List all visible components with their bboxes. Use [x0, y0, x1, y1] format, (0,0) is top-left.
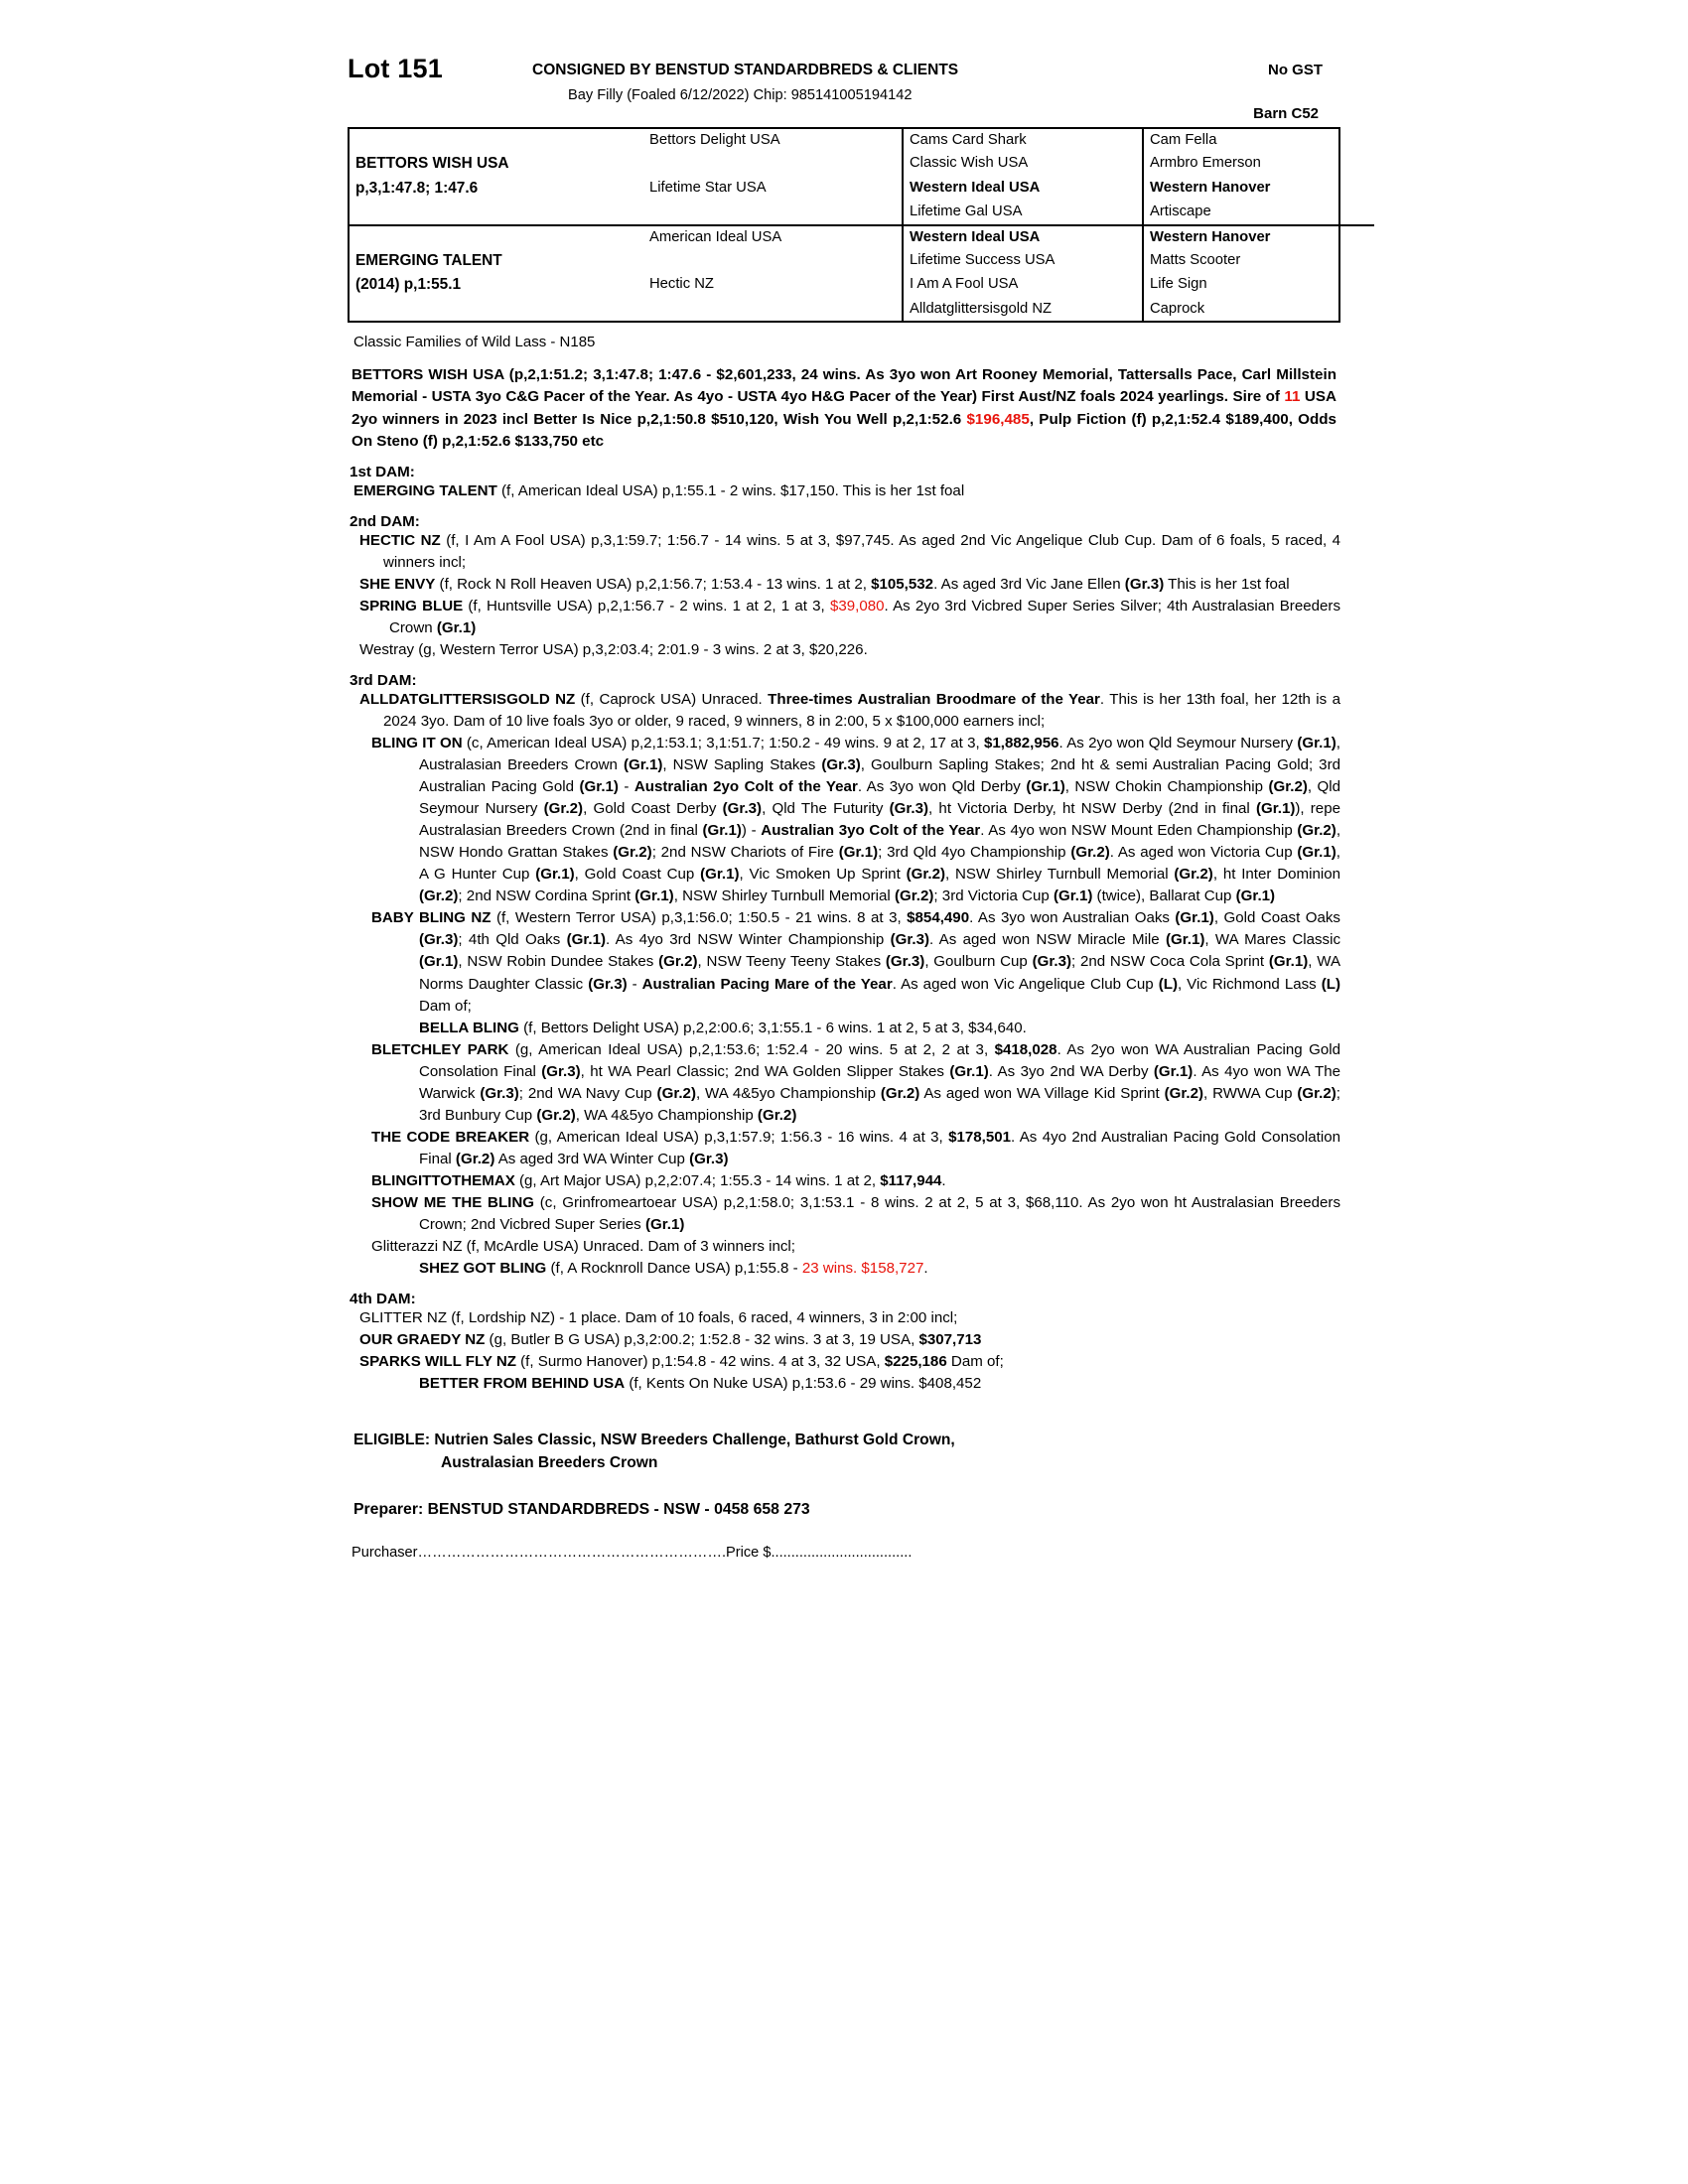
entry-text: (Gr.1): [419, 953, 459, 971]
consignor-line: CONSIGNED BY BENSTUD STANDARDBREDS & CLIENTS: [532, 62, 959, 78]
entry-text: ; 3rd Qld 4yo Championship: [878, 844, 1071, 862]
entry-text: As aged 3rd WA Winter Cup: [494, 1150, 690, 1167]
entry-text: (Gr.2): [906, 866, 946, 884]
entry-text: (Gr.1): [1268, 953, 1309, 971]
entry-text: (Gr.2): [543, 800, 584, 818]
entry-text: Dam of;: [419, 997, 472, 1015]
entry-text: SHEZ GOT BLING: [419, 1259, 547, 1277]
entry-text: (Gr.2): [455, 1150, 495, 1167]
catalogue-sheet: [348, 40, 1340, 1561]
lot-number: Lot 151: [348, 54, 443, 83]
pedigree-entry: [353, 480, 1340, 502]
pedigree-entry: [353, 689, 1340, 733]
sire-name: BETTORS WISH USA: [355, 155, 509, 173]
entry-text: Dam of;: [946, 1353, 1004, 1370]
entry-text: BLINGITTOTHEMAX: [371, 1171, 515, 1189]
entry-text: , NSW Sapling Stakes: [662, 756, 822, 774]
entry-text: , Vic Richmond Lass: [1177, 975, 1322, 993]
entry-text: This is her 1st foal: [1164, 575, 1290, 593]
entry-text: (twice), Ballarat Cup: [1092, 887, 1236, 905]
entry-text: ; 3rd Victoria Cup: [933, 887, 1054, 905]
sire-record: p,3,1:47.8; 1:47.6: [355, 179, 479, 197]
pedigree-gen3: I Am A Fool USA: [903, 273, 1143, 297]
entry-text: (Gr.2): [1268, 778, 1308, 796]
entry-text: , ht Victoria Derby, ht NSW Derby (2nd in final: [928, 800, 1256, 818]
pedigree-row: [350, 273, 1374, 297]
pedigree-row: [350, 225, 1374, 249]
dam-name: EMERGING TALENT: [355, 252, 502, 270]
pedigree-entry: [353, 1018, 1340, 1039]
pedigree-cell-blank: [350, 201, 643, 224]
entry-text: (Gr.2): [894, 887, 934, 905]
entry-text: (f, Bettors Delight USA) p,2,2:00.6; 3,1:55.1 - 6 wins. 1 at 2, 5 at 3, $34,640.: [518, 1019, 1027, 1036]
entry-text: (Gr.1): [566, 931, 606, 949]
entry-text: . As 2yo 3rd Vicbred Super Series Silver; 4th Australasian Breeders Crown: [389, 598, 1340, 637]
pedigree-entry: [353, 596, 1340, 639]
pedigree-cell-blank: [350, 129, 643, 152]
entry-text: $39,080: [829, 598, 885, 614]
pedigree-gen2: [643, 152, 903, 176]
entry-text: , ht Inter Dominion: [1212, 866, 1340, 884]
entry-text: .: [941, 1171, 946, 1189]
entry-text: (Gr.3): [419, 931, 459, 949]
pedigree-entry: [353, 907, 1340, 1017]
entry-text: . As 3yo won Australian Oaks: [969, 909, 1176, 927]
entry-text: (Gr.1): [1297, 844, 1336, 862]
entry-text: (Gr.2): [658, 953, 698, 971]
pedigree-entry: [353, 530, 1340, 574]
pedigree-entry: [353, 639, 1340, 661]
entry-text: (f, I Am A Fool USA) p,3,1:59.7; 1:56.7 - 14 wins. 5 at 3, $97,745. As aged 2nd Vic Angelique Club Cup. Dam of 6 foals, 5 raced, 4 winners incl;: [383, 531, 1341, 571]
pedigree-gen4: Caprock: [1143, 298, 1374, 321]
purchaser-line: Purchaser……………………………………………………….Price $...................................: [352, 1544, 913, 1561]
entry-text: (L): [1158, 975, 1178, 993]
entry-text: (Gr.2): [1297, 1084, 1336, 1102]
entry-text: (Gr.1): [949, 1062, 989, 1080]
entry-text: (f, Western Terror USA) p,3,1:56.0; 1:50.5 - 21 wins. 8 at 3,: [491, 909, 908, 927]
sire-blurb-red2: $196,485: [966, 410, 1030, 428]
page-header: [348, 40, 1340, 123]
entry-text: , WA Mares Classic: [1204, 931, 1340, 949]
pedigree-entry: [353, 1351, 1340, 1373]
entry-text: BLETCHLEY PARK: [371, 1040, 509, 1058]
entry-text: , NSW Teeny Teeny Stakes: [697, 953, 886, 971]
entry-text: $225,186: [884, 1353, 947, 1370]
entry-text: (f, Caprock USA) Unraced.: [575, 691, 769, 709]
entry-text: (Gr.2): [1297, 822, 1336, 840]
entry-text: (Gr.3): [722, 800, 763, 818]
entry-text: , WA Norms Daughter Classic: [419, 953, 1341, 993]
pedigree-row: [350, 177, 1374, 201]
eligible-line1: ELIGIBLE: Nutrien Sales Classic, NSW Breeders Challenge, Bathurst Gold Crown,: [353, 1432, 955, 1449]
entry-text: . As 2yo won WA Australian Pacing Gold Consolation Final: [419, 1040, 1340, 1080]
entry-text: $307,713: [918, 1330, 982, 1348]
entry-text: (Gr.1): [700, 866, 740, 884]
entry-text: Glitterazzi NZ (f, McArdle USA) Unraced. Dam of 3 winners incl;: [371, 1237, 795, 1255]
entry-text: (Gr.1): [1255, 800, 1296, 818]
entry-text: Westray (g, Western Terror USA) p,3,2:03.4; 2:01.9 - 3 wins. 2 at 3, $20,226.: [359, 641, 868, 659]
entry-text: , NSW Shirley Turnbull Memorial: [673, 887, 895, 905]
entry-text: (L): [1321, 975, 1340, 993]
preparer-line: Preparer: BENSTUD STANDARDBREDS - NSW - 0458 658 273: [353, 1500, 810, 1518]
entry-text: , Qld The Futurity: [762, 800, 890, 818]
entry-text: . As 2yo won Qld Seymour Nursery: [1058, 735, 1298, 752]
entry-text: $117,944: [880, 1171, 942, 1189]
sire-blurb-part1: BETTORS WISH USA (p,2,1:51.2; 3,1:47.8; 1:47.6 - $2,601,233, 24 wins. As 3yo won Art Rooney Memorial, Tattersalls Pace, Carl Millstein Memorial - USTA 3yo C&G Pacer of the Year. As 4yo - USTA 4yo H&G Pacer of the Year) First Aust/NZ foals 2024 yearlings. Sire of: [352, 366, 1336, 406]
entry-text: ; 2nd WA Navy Cup: [518, 1084, 657, 1102]
entry-text: . As aged won NSW Miracle Mile: [929, 931, 1166, 949]
pedigree-gen4: Cam Fella: [1143, 129, 1374, 152]
pedigree-entry: [353, 1329, 1340, 1351]
pedigree-entry: [353, 1258, 1340, 1280]
entry-text: (Gr.1): [579, 778, 619, 796]
entry-text: OUR GRAEDY NZ: [359, 1330, 486, 1348]
entry-text: . As 4yo 2nd Australian Pacing Gold Consolation Final: [419, 1128, 1340, 1167]
entry-text: , NSW Robin Dundee Stakes: [458, 953, 659, 971]
entry-text: , WA 4&5yo Championship: [575, 1106, 758, 1124]
pedigree-cell-blank: [350, 298, 643, 321]
entry-text: $418,028: [994, 1040, 1057, 1058]
entry-text: , Goulburn Cup: [924, 953, 1033, 971]
entry-text: , Gold Coast Cup: [574, 866, 701, 884]
pedigree-gen2: [643, 201, 903, 224]
pedigree-gen2: Hectic NZ: [649, 276, 714, 293]
entry-text: (Gr.2): [1070, 844, 1110, 862]
entry-text: (f, Surmo Hanover) p,1:54.8 - 42 wins. 4 at 3, 32 USA,: [515, 1353, 885, 1370]
entry-text: EMERGING TALENT: [353, 481, 497, 499]
sire-blurb-part2: USA 2yo winners in 2023 incl Better Is Nice p,2,1:50.8 $510,120, Wish You Well p,2,1:52.6: [352, 388, 1336, 428]
entry-text: (Gr.2): [419, 887, 459, 905]
pedigree-gen3: Western Ideal USA: [903, 225, 1143, 249]
entry-text: . As aged won Vic Angelique Club Cup: [892, 975, 1159, 993]
pedigree-gen2: [643, 249, 903, 273]
entry-text: (f, Rock N Roll Heaven USA) p,2,1:56.7; 1:53.4 - 13 wins. 1 at 2,: [435, 575, 872, 593]
entry-text: (g, American Ideal USA) p,2,1:53.6; 1:52.4 - 20 wins. 5 at 2, 2 at 3,: [508, 1040, 995, 1058]
entry-text: ; 2nd NSW Cordina Sprint: [458, 887, 635, 905]
pedigree-gen4: Armbro Emerson: [1143, 152, 1374, 176]
dam-record: (2014) p,1:55.1: [355, 276, 462, 294]
entry-text: , Australasian Breeders Crown: [419, 735, 1340, 774]
entry-text: (Gr.3): [821, 756, 861, 774]
entry-text: GLITTER NZ (f, Lordship NZ) - 1 place. Dam of 10 foals, 6 raced, 4 winners, 3 in 2:00 incl;: [359, 1308, 958, 1326]
entry-text: BELLA BLING: [419, 1019, 519, 1036]
entry-text: (Gr.3): [480, 1084, 519, 1102]
pedigree-entry: [353, 1373, 1340, 1395]
pedigree-row: [350, 249, 1374, 273]
entry-text: $854,490: [907, 909, 970, 927]
pedigree-row: [350, 152, 1374, 176]
entry-text: Three-times Australian Broodmare of the Year: [768, 691, 1100, 709]
entry-text: SHOW ME THE BLING: [371, 1193, 535, 1211]
pedigree-entry: [353, 1192, 1340, 1236]
entry-text: (Gr.1): [838, 844, 879, 862]
entry-text: ; 4th Qld Oaks: [458, 931, 567, 949]
entry-text: BLING IT ON: [371, 735, 463, 752]
entry-text: , ht WA Pearl Classic; 2nd WA Golden Slipper Stakes: [580, 1062, 950, 1080]
entry-text: (Gr.3): [1124, 575, 1165, 593]
entry-text: (Gr.1): [1153, 1062, 1194, 1080]
entry-text: SHE ENVY: [359, 575, 436, 593]
entry-text: (Gr.2): [1174, 866, 1213, 884]
pedigree-gen3: Lifetime Gal USA: [903, 201, 1143, 224]
pedigree-gen3: Lifetime Success USA: [903, 249, 1143, 273]
eligible-block: [353, 1429, 1340, 1475]
entry-text: . As 4yo 3rd NSW Winter Championship: [605, 931, 891, 949]
barn-number: Barn C52: [1253, 105, 1319, 122]
entry-text: (Gr.1): [1026, 778, 1065, 796]
entry-text: -: [627, 975, 642, 993]
entry-text: (Gr.3): [541, 1062, 581, 1080]
horse-description: Bay Filly (Foaled 6/12/2022) Chip: 985141005194142: [568, 87, 913, 103]
entry-text: (f, Huntsville USA) p,2,1:56.7 - 2 wins. 1 at 2, 1 at 3,: [463, 598, 830, 614]
pedigree-gen3: Cams Card Shark: [903, 129, 1143, 152]
entry-text: , WA 4&5yo Championship: [695, 1084, 881, 1102]
entry-text: . This is her 13th foal, her 12th is a 2024 3yo. Dam of 10 live foals 3yo or older, 9 raced, 9 winners, 8 in 2:00, 5 x $100,000 earners incl;: [383, 691, 1340, 731]
entry-text: Australian 2yo Colt of the Year: [633, 778, 858, 796]
pedigree-table: [348, 127, 1340, 323]
entry-text: (Gr.1): [535, 866, 575, 884]
entry-text: (f, Kents On Nuke USA) p,1:53.6 - 29 wins. $408,452: [625, 1375, 982, 1393]
entry-text: (Gr.3): [890, 931, 930, 949]
entry-text: (Gr.3): [885, 953, 925, 971]
pedigree-gen3: Classic Wish USA: [903, 152, 1143, 176]
eligible-line2: Australasian Breeders Crown: [441, 1454, 658, 1472]
pedigree-gen4: Western Hanover: [1143, 177, 1374, 201]
entry-text: (Gr.2): [656, 1084, 696, 1102]
classic-families: Classic Families of Wild Lass - N185: [353, 334, 596, 351]
entry-text: . As aged 3rd Vic Jane Ellen: [933, 575, 1125, 593]
pedigree-cell-blank: [350, 225, 643, 249]
entry-text: (c, American Ideal USA) p,2,1:53.1; 3,1:51.7; 1:50.2 - 49 wins. 9 at 2, 17 at 3,: [462, 735, 984, 752]
pedigree-row: [350, 298, 1374, 321]
pedigree-gen4: Life Sign: [1143, 273, 1374, 297]
entry-text: SPRING BLUE: [359, 598, 464, 614]
entry-text: (Gr.2): [536, 1106, 576, 1124]
entry-text: (Gr.1): [436, 619, 477, 637]
entry-text: ; 3rd Bunbury Cup: [419, 1084, 1340, 1124]
pedigree-row: [350, 201, 1374, 224]
sire-blurb: [352, 364, 1336, 453]
entry-text: THE CODE BREAKER: [371, 1128, 530, 1146]
entry-text: ; 2nd NSW Coca Cola Sprint: [1071, 953, 1269, 971]
pedigree-entry: [353, 1236, 1340, 1258]
entry-text: , NSW Shirley Turnbull Memorial: [945, 866, 1175, 884]
sire-blurb-red1: 11: [1284, 388, 1301, 406]
dam-heading: 3rd DAM:: [350, 672, 417, 690]
pedigree-row: [350, 129, 1374, 152]
entry-text: (Gr.3): [1032, 953, 1071, 971]
pedigree-gen3: Alldatglittersisgold NZ: [903, 298, 1143, 321]
gst-status: No GST: [1268, 62, 1323, 78]
entry-text: . As 4yo won WA The Warwick: [419, 1062, 1340, 1102]
entry-text: (Gr.2): [613, 844, 652, 862]
entry-text: (g, Butler B G USA) p,3,2:00.2; 1:52.8 - 32 wins. 3 at 3, 19 USA,: [485, 1330, 919, 1348]
pedigree-gen4: Artiscape: [1143, 201, 1374, 224]
pedigree-gen3: Western Ideal USA: [903, 177, 1143, 201]
pedigree-entry: [353, 574, 1340, 596]
entry-text: , Goulburn Sapling Stakes; 2nd ht & semi Australian Pacing Gold; 3rd Australian Pacing Gold: [419, 756, 1340, 796]
entry-text: (Gr.2): [757, 1106, 797, 1124]
pedigree-entry: [353, 1127, 1340, 1170]
entry-text: , Qld Seymour Nursery: [419, 778, 1340, 818]
dam-heading: 2nd DAM:: [350, 512, 420, 530]
pedigree-gen2: American Ideal USA: [643, 225, 903, 249]
entry-text: ) -: [741, 822, 762, 840]
entry-text: (Gr.2): [1164, 1084, 1204, 1102]
entry-text: , A G Hunter Cup: [419, 844, 1340, 884]
entry-text: ), repe Australasian Breeders Crown (2nd in final: [419, 800, 1340, 840]
entry-text: $178,501: [948, 1128, 1012, 1146]
entry-text: -: [618, 778, 634, 796]
pedigree-gen4: Matts Scooter: [1143, 249, 1374, 273]
entry-text: (Gr.3): [588, 975, 628, 993]
entry-text: (Gr.1): [702, 822, 742, 840]
entry-text: (f, American Ideal USA) p,1:55.1 - 2 wins. $17,150. This is her 1st foal: [496, 481, 965, 499]
entry-text: BABY BLING NZ: [371, 909, 492, 927]
entry-text: (Gr.1): [623, 756, 663, 774]
entry-text: . As 3yo 2nd WA Derby: [988, 1062, 1154, 1080]
pedigree-gen4: Western Hanover: [1143, 225, 1374, 249]
dam-sections: [348, 464, 1340, 1395]
entry-text: (Gr.1): [634, 887, 674, 905]
entry-text: (Gr.1): [1165, 931, 1205, 949]
entry-text: , Gold Coast Derby: [583, 800, 723, 818]
dam-heading: 4th DAM:: [350, 1290, 416, 1307]
sire-blurb-part3: , Pulp Fiction (f) p,2,1:52.4 $189,400, Odds On Steno (f) p,2,1:52.6 $133,750 etc: [352, 410, 1336, 450]
entry-text: ; 2nd NSW Chariots of Fire: [651, 844, 839, 862]
entry-text: (Gr.2): [880, 1084, 920, 1102]
entry-text: (Gr.1): [1235, 887, 1276, 905]
dam-heading: 1st DAM:: [350, 463, 415, 480]
pedigree-gen2: Bettors Delight USA: [649, 132, 780, 148]
entry-text: 23 wins. $158,727: [801, 1259, 924, 1277]
pedigree-entry: [353, 1307, 1340, 1329]
entry-text: , RWWA Cup: [1203, 1084, 1298, 1102]
entry-text: . As 3yo won Qld Derby: [857, 778, 1027, 796]
entry-text: (g, American Ideal USA) p,3,1:57.9; 1:56.3 - 16 wins. 4 at 3,: [529, 1128, 949, 1146]
entry-text: (Gr.3): [689, 1150, 729, 1167]
entry-text: (Gr.1): [1175, 909, 1214, 927]
entry-text: Australian Pacing Mare of the Year: [641, 975, 893, 993]
entry-text: HECTIC NZ: [359, 531, 441, 549]
entry-text: (c, Grinfromeartoear USA) p,2,1:58.0; 3,1:53.1 - 8 wins. 2 at 2, 5 at 3, $68,110. As 2yo won ht Australasian Breeders Crown; 2nd Vicbred Super Series: [419, 1193, 1340, 1233]
pedigree-entry: [353, 1170, 1340, 1192]
entry-text: $105,532: [871, 575, 934, 593]
entry-text: SPARKS WILL FLY NZ: [359, 1353, 516, 1370]
entry-text: BETTER FROM BEHIND USA: [419, 1375, 626, 1393]
entry-text: , Vic Smoken Up Sprint: [739, 866, 907, 884]
entry-text: (g, Art Major USA) p,2,2:07.4; 1:55.3 - 14 wins. 1 at 2,: [514, 1171, 881, 1189]
entry-text: ALLDATGLITTERSISGOLD NZ: [359, 691, 576, 709]
entry-text: , NSW Chokin Championship: [1064, 778, 1269, 796]
entry-text: (Gr.1): [1297, 735, 1336, 752]
pedigree-gen2: Lifetime Star USA: [649, 179, 767, 196]
entry-text: (Gr.3): [889, 800, 929, 818]
entry-text: . As aged won Victoria Cup: [1109, 844, 1298, 862]
entry-text: Australian 3yo Colt of the Year: [761, 822, 981, 840]
entry-text: , Gold Coast Oaks: [1213, 909, 1340, 927]
entry-text: , NSW Hondo Grattan Stakes: [419, 822, 1341, 862]
pedigree-gen2: [643, 298, 903, 321]
entry-text: $1,882,956: [983, 735, 1059, 752]
pedigree-entry: [353, 733, 1340, 907]
entry-text: (Gr.1): [1053, 887, 1093, 905]
entry-text: .: [923, 1259, 928, 1277]
entry-text: . As 4yo won NSW Mount Eden Championship: [980, 822, 1298, 840]
pedigree-entry: [353, 1039, 1340, 1127]
entry-text: (f, A Rocknroll Dance USA) p,1:55.8 -: [546, 1259, 802, 1277]
entry-text: (Gr.1): [644, 1215, 685, 1233]
entry-text: As aged won WA Village Kid Sprint: [919, 1084, 1165, 1102]
